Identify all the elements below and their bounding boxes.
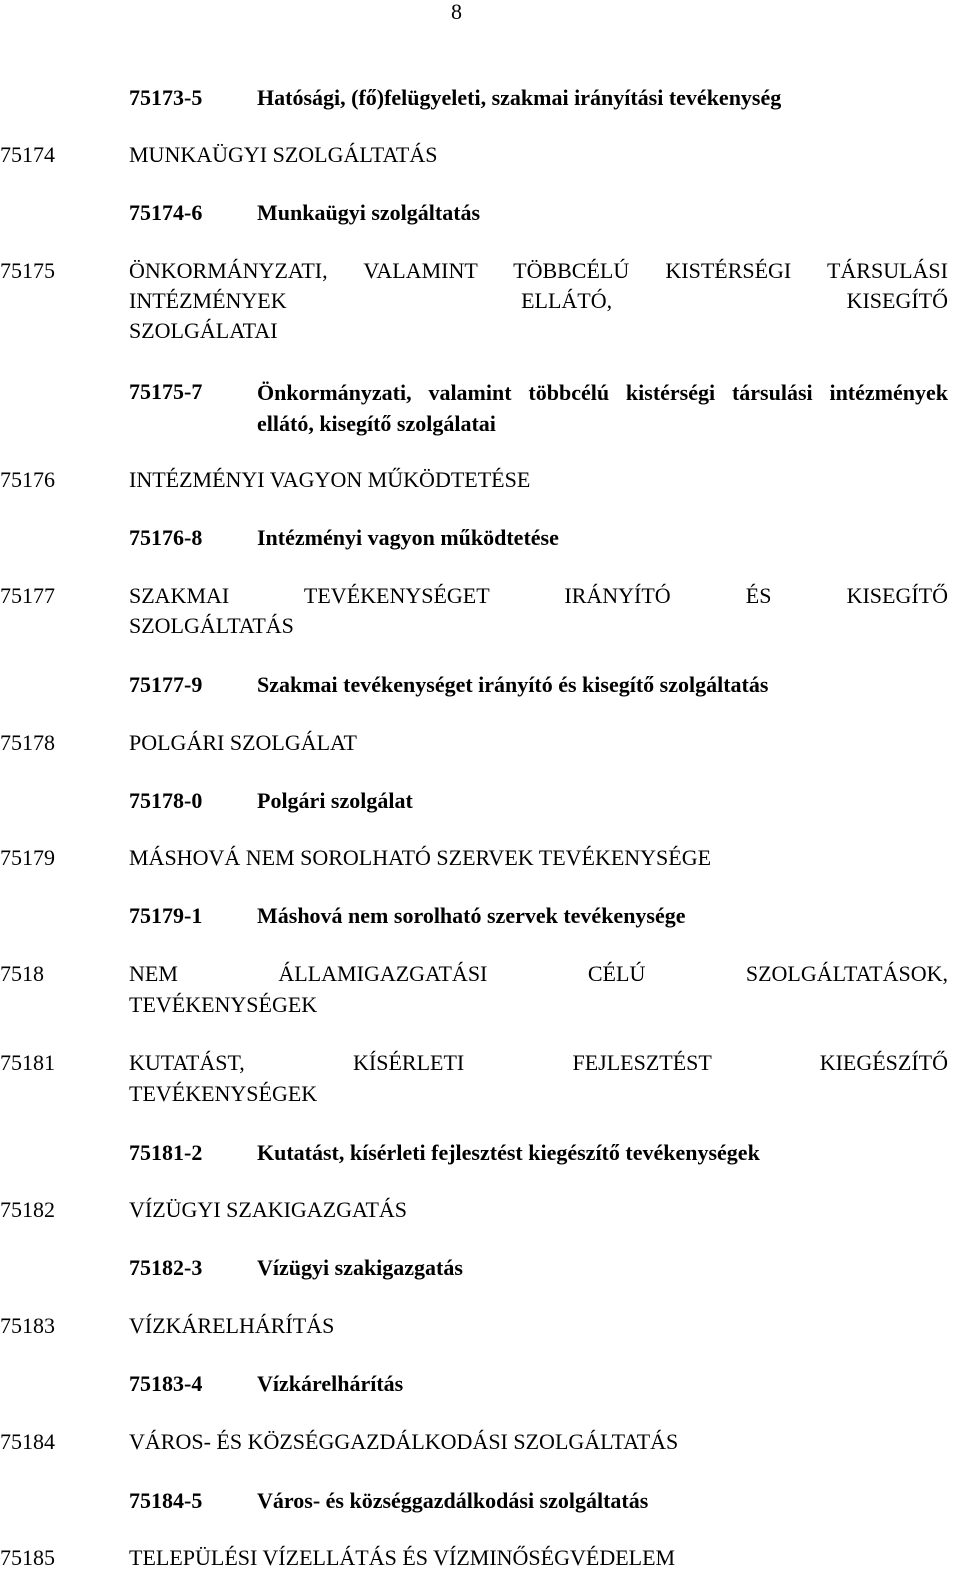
- entry-75175-7-code: 75175-7: [129, 379, 203, 404]
- entry-75183-code: 75183: [0, 1313, 55, 1338]
- entry-75177-title-line-1: SZAKMAI TEVÉKENYSÉGET IRÁNYÍTÓ ÉS KISEGÍTŐ: [129, 583, 948, 608]
- entry-75183-4-title: Vízkárelhárítás: [257, 1371, 404, 1396]
- entry-75175-title-line-2: SZOLGÁLATAI: [129, 318, 278, 343]
- entry-75182-code: 75182: [0, 1197, 55, 1222]
- entry-75174-title: MUNKAÜGYI SZOLGÁLTATÁS: [129, 142, 438, 167]
- entry-75182-3-title: Vízügyi szakigazgatás: [257, 1255, 463, 1280]
- entry-75177-9-code: 75177-9: [129, 672, 203, 697]
- entry-75173-5-code: 75173-5: [129, 85, 203, 110]
- entry-75181-title-line-1: KUTATÁST, KÍSÉRLETI FEJLESZTÉST KIEGÉSZÍTŐ: [129, 1050, 948, 1075]
- entry-75178-code: 75178: [0, 730, 55, 755]
- entry-75174-6-title: Munkaügyi szolgáltatás: [257, 200, 481, 225]
- entry-75184-5-title: Város- és községgazdálkodási szolgáltatás: [257, 1488, 649, 1513]
- entry-75184-title: VÁROS- ÉS KÖZSÉGGAZDÁLKODÁSI SZOLGÁLTATÁS: [129, 1429, 679, 1454]
- entry-75184-code: 75184: [0, 1429, 55, 1454]
- entry-75183-title: VÍZKÁRELHÁRÍTÁS: [129, 1313, 335, 1338]
- entry-75175-code: 75175: [0, 258, 55, 283]
- entry-75178-title: POLGÁRI SZOLGÁLAT: [129, 730, 357, 755]
- entry-7518-title-line-1: NEM ÁLLAMIGAZGATÁSI CÉLÚ SZOLGÁLTATÁSOK,: [129, 961, 948, 986]
- entry-7518-code: 7518: [0, 961, 44, 986]
- entry-75176-8-title: Intézményi vagyon működtetése: [257, 525, 559, 550]
- entry-75181-title-line-2: TEVÉKENYSÉGEK: [129, 1081, 318, 1106]
- entry-75185-title: TELEPÜLÉSI VÍZELLÁTÁS ÉS VÍZMINŐSÉGVÉDELEM: [129, 1545, 676, 1570]
- entry-75176-code: 75176: [0, 467, 55, 492]
- entry-75175-7-title: Önkormányzati, valamint többcélú kistérségi társulási intézmények ellátó, kisegítő szolgálatai: [257, 380, 948, 436]
- entry-75185-code: 75185: [0, 1545, 55, 1570]
- entry-75179-code: 75179: [0, 845, 55, 870]
- page-number: 8: [451, 0, 462, 24]
- entry-75176-8-code: 75176-8: [129, 525, 203, 550]
- entry-75177-code: 75177: [0, 583, 55, 608]
- entry-75181-2-code: 75181-2: [129, 1140, 203, 1165]
- entry-7518-title-line-2: TEVÉKENYSÉGEK: [129, 992, 318, 1017]
- entry-75177-title-line-2: SZOLGÁLTATÁS: [129, 613, 294, 638]
- entry-75179-1-title: Máshová nem sorolható szervek tevékenysége: [257, 903, 686, 928]
- entry-75184-5-code: 75184-5: [129, 1488, 203, 1513]
- entry-75174-6-code: 75174-6: [129, 200, 203, 225]
- entry-75179-1-code: 75179-1: [129, 903, 203, 928]
- entry-75173-5-title: Hatósági, (fő)felügyeleti, szakmai irányítási tevékenység: [257, 85, 782, 110]
- entry-75176-title: INTÉZMÉNYI VAGYON MŰKÖDTETÉSE: [129, 467, 531, 492]
- entry-75182-3-code: 75182-3: [129, 1255, 203, 1280]
- entry-75179-title: MÁSHOVÁ NEM SOROLHATÓ SZERVEK TEVÉKENYSÉGE: [129, 845, 712, 870]
- entry-75182-title: VÍZÜGYI SZAKIGAZGATÁS: [129, 1197, 408, 1222]
- entry-75181-code: 75181: [0, 1050, 55, 1075]
- entry-75177-9-title: Szakmai tevékenységet irányító és kisegítő szolgáltatás: [257, 672, 769, 697]
- entry-75178-0-code: 75178-0: [129, 788, 203, 813]
- entry-75175-title-line-1: ÖNKORMÁNYZATI, VALAMINT TÖBBCÉLÚ KISTÉRSÉGI TÁRSULÁSI INTÉZMÉNYEK ELLÁTÓ, KISEGÍTŐ: [129, 258, 948, 313]
- entry-75174-code: 75174: [0, 142, 55, 167]
- entry-75178-0-title: Polgári szolgálat: [257, 788, 413, 813]
- entry-75181-2-title: Kutatást, kísérleti fejlesztést kiegészítő tevékenységek: [257, 1140, 760, 1165]
- entry-75183-4-code: 75183-4: [129, 1371, 203, 1396]
